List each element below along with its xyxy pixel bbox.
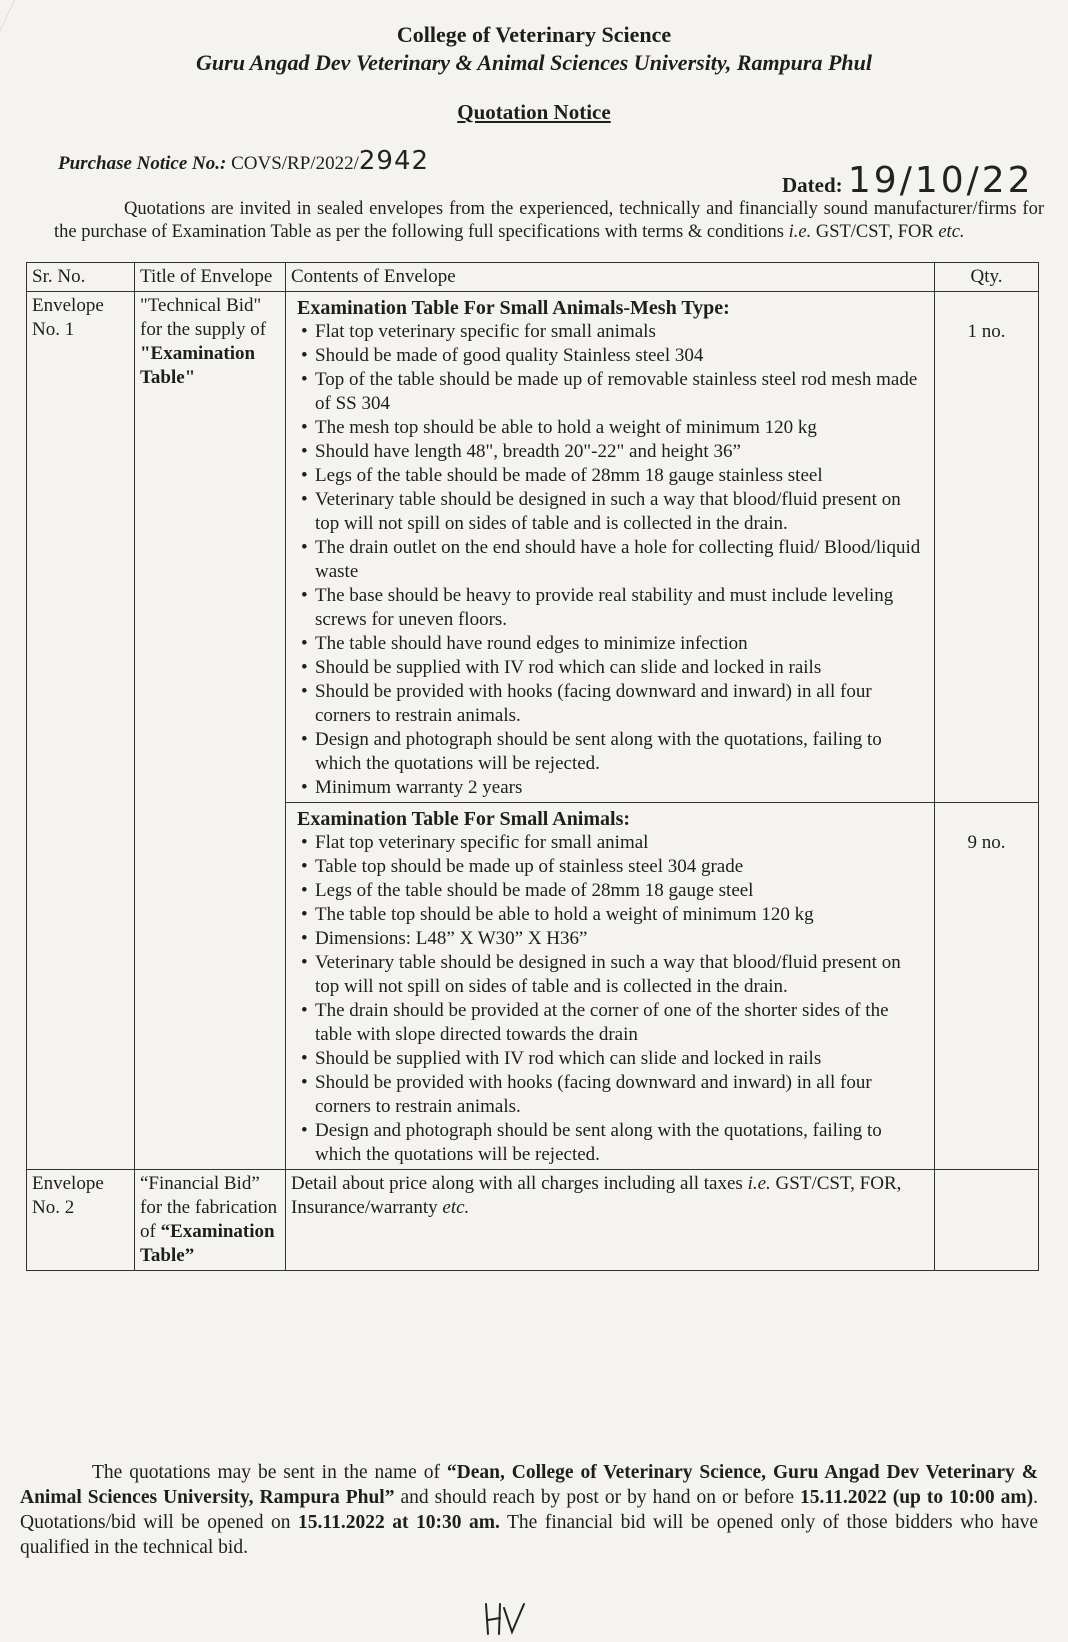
section2-item: • Table top should be made up of stainless steel 304 grade xyxy=(301,855,929,879)
purchase-notice-label: Purchase Notice No.: xyxy=(58,153,227,174)
intro-etc: etc. xyxy=(938,222,965,242)
section1-item: • The base should be heavy to provide real stability and must include leveling screws for uneven floors. xyxy=(301,584,929,632)
header-title: Title of Envelope xyxy=(135,263,286,292)
dated-handwritten-value: 19/10/22 xyxy=(847,160,1034,201)
section2-item: • Design and photograph should be sent along with the quotations, failing to which the quotations will be rejected. xyxy=(301,1119,929,1167)
envelope2-contents-text-2: GST/CST, FOR, Insurance/warranty xyxy=(291,1173,902,1218)
section1-item: • The table should have round edges to minimize infection xyxy=(301,632,929,656)
outro-bold-2: 15.11.2022 (up to 10:00 am) xyxy=(800,1487,1034,1508)
purchase-notice-line xyxy=(58,146,429,176)
envelope2-title xyxy=(135,1170,286,1271)
section2-title: Examination Table For Small Animals: xyxy=(297,808,631,830)
section1-item: • Veterinary table should be designed in such a way that blood/fluid present on top will not spill on sides of table and is collected in the drain. xyxy=(301,488,929,536)
section1-item: • Flat top veterinary specific for small animals xyxy=(301,320,929,344)
purchase-notice-handwritten-number: 2942 xyxy=(358,146,430,176)
section2-item: • Legs of the table should be made of 28mm 18 gauge steel xyxy=(301,879,929,903)
university-name-text: Guru Angad Dev Veterinary & Animal Sciences University, Rampura Phul xyxy=(196,50,872,75)
section2-qty: 9 no. xyxy=(935,803,1039,1170)
header-sr-no: Sr. No. xyxy=(27,263,135,292)
header-qty: Qty. xyxy=(935,263,1039,292)
envelope2-qty xyxy=(935,1170,1039,1271)
section2-item: • Flat top veterinary specific for small animal xyxy=(301,831,929,855)
table-row xyxy=(27,1170,1039,1271)
section1-item: • The mesh top should be able to hold a weight of minimum 120 kg xyxy=(301,416,929,440)
section1-item: • Should be supplied with IV rod which can slide and locked in rails xyxy=(301,656,929,680)
outro-bold-3: 15.11.2022 at 10:30 am. xyxy=(298,1512,500,1533)
section1-item: • The drain outlet on the end should have a hole for collecting fluid/ Blood/liquid waste xyxy=(301,536,929,584)
section2-list xyxy=(291,831,929,1167)
section2-item: • Should be supplied with IV rod which can slide and locked in rails xyxy=(301,1047,929,1071)
envelope2-contents-ie: i.e. xyxy=(747,1173,771,1194)
intro-text-1: Quotations are invited in sealed envelopes from the experienced, technically and financially sound manufacturer/firms for the purchase of Examination Table as per the following full specifications with terms & conditions xyxy=(54,199,1044,242)
outro-text-4: The financial bid will be opened only of those bidders who have qualified in the technical bid. xyxy=(20,1512,1039,1558)
dated-line xyxy=(782,160,1034,201)
outro-bold-1: “Dean, College of Veterinary Science, Guru Angad Dev Veterinary & Animal Sciences University, Rampura Phul” xyxy=(20,1462,1038,1508)
section1-contents xyxy=(286,292,935,803)
envelope1-title xyxy=(135,292,286,1170)
outro-text-2: and should reach by post or by hand on or before xyxy=(394,1487,801,1508)
envelope1-sr: Envelope No. 1 xyxy=(27,292,135,1170)
section1-item: • Legs of the table should be made of 28mm 18 gauge stainless steel xyxy=(301,464,929,488)
section2-item: • Veterinary table should be designed in such a way that blood/fluid present on top will not spill on sides of table and is collected in the drain. xyxy=(301,951,929,999)
institution-name: College of Veterinary Science xyxy=(396,22,672,47)
section1-item: • Minimum warranty 2 years xyxy=(301,776,929,800)
handwritten-initials xyxy=(480,1600,530,1640)
intro-paragraph xyxy=(54,198,1044,244)
section1-item: • Should be provided with hooks (facing downward and inward) in all four corners to restrain animals. xyxy=(301,680,929,728)
section2-item: • Should be provided with hooks (facing downward and inward) in all four corners to restrain animals. xyxy=(301,1071,929,1119)
specification-table xyxy=(26,262,1039,1271)
envelope2-title-text: “Financial Bid” for the fabrication of xyxy=(140,1173,278,1242)
outro-text-3: . Quotations/bid will be opened on xyxy=(20,1487,1038,1533)
outro-text-1: The quotations may be sent in the name of xyxy=(92,1462,447,1483)
section1-qty: 1 no. xyxy=(935,292,1039,803)
envelope2-contents-text-1: Detail about price along with all charges including all taxes xyxy=(291,1173,748,1194)
closing-paragraph xyxy=(20,1460,1038,1560)
section2-item: • Dimensions: L48” X W30” X H36” xyxy=(301,927,929,951)
section1-item: • Design and photograph should be sent along with the quotations, failing to which the quotations will be rejected. xyxy=(301,728,929,776)
section1-item: • Should have length 48", breadth 20"-22" and height 36” xyxy=(301,440,929,464)
section2-item: • The table top should be able to hold a weight of minimum 120 kg xyxy=(301,903,929,927)
envelope2-contents xyxy=(286,1170,935,1271)
section1-list xyxy=(291,320,929,800)
section2-item: • The drain should be provided at the corner of one of the shorter sides of the table with slope directed towards the drain xyxy=(301,999,929,1047)
intro-ie: i.e. xyxy=(788,222,812,242)
envelope1-title-bold: "Examination Table" xyxy=(140,343,256,388)
section1-title: Examination Table For Small Animals-Mesh Type: xyxy=(297,297,730,319)
section2-contents xyxy=(286,803,935,1170)
section1-item: • Top of the table should be made up of removable stainless steel rod mesh made of SS 304 xyxy=(301,368,929,416)
table-header-row xyxy=(27,263,1039,292)
dated-label: Dated: xyxy=(782,173,843,197)
envelope1-title-text: "Technical Bid" for the supply of xyxy=(140,295,267,340)
intro-text-2: GST/CST, FOR xyxy=(811,222,939,242)
header-contents: Contents of Envelope xyxy=(286,263,935,292)
table-row xyxy=(27,292,1039,803)
envelope2-contents-etc: etc. xyxy=(442,1197,470,1218)
notice-title: Quotation Notice xyxy=(457,100,611,124)
purchase-notice-number: COVS/RP/2022/ xyxy=(231,153,359,174)
university-name xyxy=(0,50,1068,76)
section1-item: • Should be made of good quality Stainless steel 304 xyxy=(301,344,929,368)
envelope2-sr: Envelope No. 2 xyxy=(27,1170,135,1271)
envelope2-title-bold: “Examination Table” xyxy=(140,1221,275,1266)
